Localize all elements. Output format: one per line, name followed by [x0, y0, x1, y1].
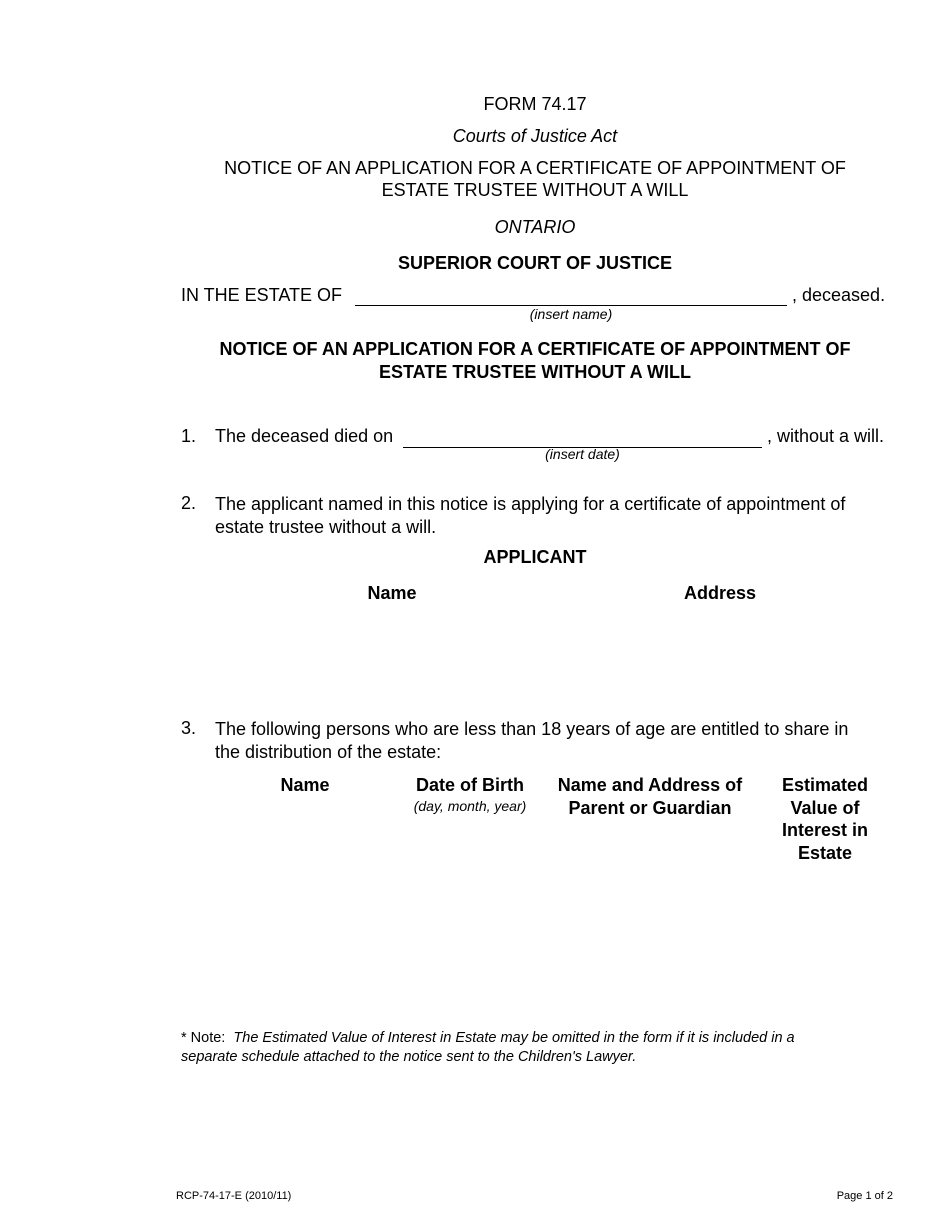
- note-text-line1: The Estimated Value of Interest in Estate may be omitted in the form if it is included in a: [233, 1030, 795, 1046]
- minors-col-value-line2: Value of: [790, 797, 860, 818]
- minors-col-value-line4: Estate: [797, 842, 853, 863]
- form-title-line2: ESTATE TRUSTEE WITHOUT A WILL: [381, 180, 689, 200]
- estate-name-hint: (insert name): [529, 306, 613, 322]
- estate-prefix: IN THE ESTATE OF: [181, 285, 343, 305]
- minors-col-value-line3: Interest in: [781, 820, 869, 840]
- item2-text-line2: estate trustee without a will.: [215, 517, 437, 537]
- item3-text-line2: the distribution of the estate:: [215, 742, 442, 762]
- page-number: Page 1 of 2: [836, 1190, 893, 1202]
- estate-suffix: , deceased.: [792, 285, 886, 305]
- minors-col-dob: [395, 774, 545, 815]
- notice-heading-line1: NOTICE OF AN APPLICATION FOR A CERTIFICATE OF APPOINTMENT OF: [219, 339, 851, 359]
- minors-col-dob-label: Date of Birth: [416, 775, 524, 795]
- note-text-line2: separate schedule attached to the notice sent to the Children's Lawyer.: [181, 1048, 637, 1065]
- item1-suffix: , without a will.: [767, 426, 885, 446]
- item1-number: 1.: [181, 426, 197, 446]
- item3-text: [215, 718, 848, 764]
- minors-col-parent: [545, 774, 755, 819]
- minors-col-parent-line1: Name and Address of: [557, 775, 743, 795]
- applicant-heading: APPLICANT: [483, 547, 587, 567]
- minors-col-value-line1: Estimated: [781, 775, 869, 795]
- death-date-field[interactable]: [403, 426, 762, 448]
- act-name: Courts of Justice Act: [452, 126, 618, 146]
- note-label: * Note:: [181, 1030, 226, 1046]
- applicant-col-name: Name: [367, 583, 417, 603]
- province: ONTARIO: [494, 217, 576, 237]
- form-code: RCP-74-17-E (2010/11): [176, 1190, 292, 1202]
- minors-col-dob-hint: (day, month, year): [413, 797, 527, 814]
- estimate-note: [181, 1029, 795, 1066]
- estate-name-field[interactable]: [355, 284, 787, 306]
- item2-text: [215, 493, 845, 539]
- applicant-col-address: Address: [683, 583, 757, 603]
- court-name: SUPERIOR COURT OF JUSTICE: [397, 253, 673, 273]
- item3-number: 3.: [181, 718, 197, 738]
- form-number: FORM 74.17: [483, 94, 587, 114]
- item2-text-line1: The applicant named in this notice is applying for a certificate of appointment of: [215, 494, 846, 514]
- item2-number: 2.: [181, 493, 197, 513]
- minors-col-value: [765, 774, 885, 864]
- minors-entry-area[interactable]: [215, 870, 887, 1010]
- death-date-hint: (insert date): [545, 446, 620, 462]
- minors-col-parent-line2: Parent or Guardian: [568, 797, 732, 818]
- applicant-entry-area[interactable]: [215, 612, 887, 702]
- item3-text-line1: The following persons who are less than 18 years of age are entitled to share in: [215, 719, 849, 739]
- item1-prefix: The deceased died on: [215, 426, 394, 446]
- minors-col-name: Name: [280, 775, 330, 795]
- notice-heading-line2: ESTATE TRUSTEE WITHOUT A WILL: [379, 362, 691, 382]
- form-title-line1: NOTICE OF AN APPLICATION FOR A CERTIFICATE OF APPOINTMENT OF: [224, 158, 846, 178]
